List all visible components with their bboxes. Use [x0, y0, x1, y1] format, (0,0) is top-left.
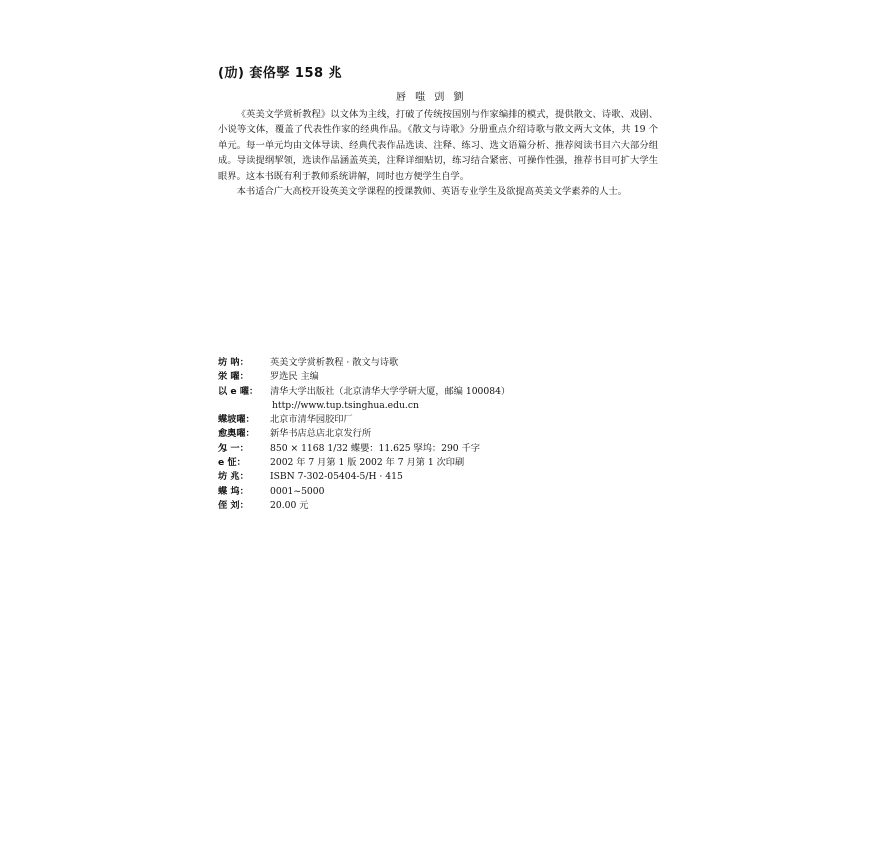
cip-block — [218, 356, 658, 513]
cip-label: 坊 兆： — [218, 471, 249, 483]
cip-row-publisher — [218, 385, 658, 399]
cip-label: 匁 一： — [218, 442, 249, 454]
publisher-website-link[interactable]: http://www.tup.tsinghua.edu.cn — [272, 399, 419, 411]
cip-row-title — [218, 356, 658, 370]
cip-label: 坊 呐： — [218, 357, 249, 368]
cip-label: 蝶坡嚁： — [218, 414, 255, 426]
cip-label: 侄 刘： — [218, 499, 249, 511]
cip-row-website — [218, 399, 658, 413]
cip-value: 新华书店总店北京发行所 — [270, 428, 372, 440]
page-heading: (劢) 套佫孯 158 兆 — [218, 66, 343, 81]
cip-row-printer — [218, 413, 658, 427]
cip-value: 北京市清华园胶印厂 — [270, 414, 353, 426]
intro-paragraph: 本书适合广大高校开设英美文学课程的授课教师、英语专业学生及欲提高英美文学素养的人士。 — [236, 186, 628, 198]
cip-row-format — [218, 442, 658, 456]
cip-label: 蝶 坞： — [218, 485, 249, 497]
cip-value: 850 × 1168 1/32 蝶嬰：11.625 孯坞：290 千字 — [270, 442, 480, 454]
book-introduction — [218, 107, 658, 199]
cip-row-distributor — [218, 427, 658, 441]
cip-row-edition — [218, 456, 658, 470]
cip-value: 罗选民 主编 — [270, 371, 319, 383]
cip-value: 2002 年 7 月第 1 版 2002 年 7 月第 1 次印刷 — [270, 457, 465, 469]
intro-paragraph: 《英美文学赏析教程》以文体为主线，打破了传统按国别与作家编排的模式，提供散文、诗歌、戏剧、小说等文体，覆盖了代表性作家的经典作品。《散文与诗歌》分册重点介绍诗歌与散文两大文体，共 19 个单元。每一单元均由文体导读、经典代表作品选读、注释、练习、选文语篇分析、推荐阅读书目六大部分组成。导读提纲挈领，选读作品涵盖英美，注释详细贴切，练习结合紧密、可操作性强，推荐书目可扩大学生眼界。这本书既有利于教师系统讲解，同时也方便学生自学。 — [218, 109, 658, 182]
cip-label: 以 e 嚁： — [218, 385, 259, 397]
cip-row-isbn — [218, 470, 658, 484]
cip-row-editor — [218, 370, 658, 384]
cip-label: e 怔： — [218, 457, 246, 469]
section-subtitle: 唇 嗤 剅 劉 — [396, 92, 467, 103]
cip-row-price — [218, 499, 658, 513]
cip-value: 英美文学赏析教程 · 散文与诗歌 — [270, 357, 399, 368]
cip-value: 20.00 元 — [270, 499, 309, 511]
cip-value: ISBN 7-302-05404-5/H · 415 — [270, 471, 403, 483]
cip-value: 清华大学出版社（北京清华大学学研大厦，邮编 100084） — [270, 385, 511, 397]
cip-label: 泶 嚁： — [218, 371, 249, 383]
cip-label: 愈奥嚁： — [218, 428, 255, 440]
cip-row-print-run — [218, 485, 658, 499]
cip-value: 0001~5000 — [270, 485, 325, 497]
